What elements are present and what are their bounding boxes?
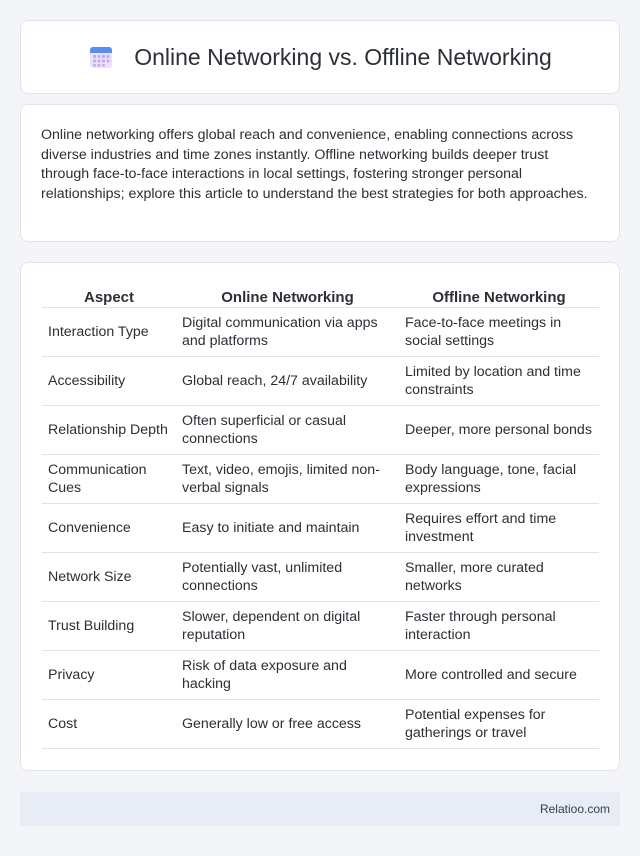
cell-offline: Deeper, more personal bonds	[399, 405, 599, 454]
cell-aspect: Convenience	[42, 503, 176, 552]
header-online: Online Networking	[176, 285, 399, 307]
cell-online: Slower, dependent on digital reputation	[176, 601, 399, 650]
cell-online: Text, video, emojis, limited non-verbal signals	[176, 454, 399, 503]
cell-aspect: Trust Building	[42, 601, 176, 650]
comparison-table	[42, 285, 599, 749]
table-row	[42, 405, 599, 454]
calendar-icon	[88, 44, 114, 70]
cell-online: Easy to initiate and maintain	[176, 503, 399, 552]
cell-online: Risk of data exposure and hacking	[176, 650, 399, 699]
cell-online: Generally low or free access	[176, 699, 399, 748]
cell-offline: Body language, tone, facial expressions	[399, 454, 599, 503]
table-row	[42, 454, 599, 503]
cell-offline: Limited by location and time constraints	[399, 356, 599, 405]
cell-offline: Smaller, more curated networks	[399, 552, 599, 601]
table-row	[42, 601, 599, 650]
table-row	[42, 503, 599, 552]
cell-offline: Faster through personal interaction	[399, 601, 599, 650]
cell-aspect: Privacy	[42, 650, 176, 699]
table-row	[42, 699, 599, 748]
table-row	[42, 307, 599, 356]
comparison-card	[20, 262, 620, 771]
cell-aspect: Interaction Type	[42, 307, 176, 356]
table-row	[42, 650, 599, 699]
intro-card	[20, 104, 620, 242]
cell-aspect: Relationship Depth	[42, 405, 176, 454]
table-row	[42, 552, 599, 601]
cell-online: Often superficial or casual connections	[176, 405, 399, 454]
page-title: Online Networking vs. Offline Networking	[134, 43, 552, 70]
cell-aspect: Accessibility	[42, 356, 176, 405]
cell-aspect: Cost	[42, 699, 176, 748]
table-header-row	[42, 285, 599, 307]
title-card	[20, 20, 620, 94]
cell-aspect: Network Size	[42, 552, 176, 601]
header-offline: Offline Networking	[399, 285, 599, 307]
cell-offline: Requires effort and time investment	[399, 503, 599, 552]
cell-online: Digital communication via apps and platforms	[176, 307, 399, 356]
intro-paragraph: Online networking offers global reach and convenience, enabling connections across diverse industries and time zones instantly. Offline networking builds deeper trust through face-to-face interactions in local settings, fostering stronger personal relationships; explore this article to understand the best strategies for both approaches.	[41, 127, 588, 202]
footer	[20, 792, 620, 826]
cell-offline: More controlled and secure	[399, 650, 599, 699]
cell-online: Potentially vast, unlimited connections	[176, 552, 399, 601]
cell-offline: Face-to-face meetings in social settings	[399, 307, 599, 356]
footer-site-link[interactable]: Relatioo.com	[539, 802, 610, 816]
header-aspect: Aspect	[42, 285, 176, 307]
cell-online: Global reach, 24/7 availability	[176, 356, 399, 405]
cell-aspect: Communication Cues	[42, 454, 176, 503]
table-row	[42, 356, 599, 405]
cell-offline: Potential expenses for gatherings or travel	[399, 699, 599, 748]
